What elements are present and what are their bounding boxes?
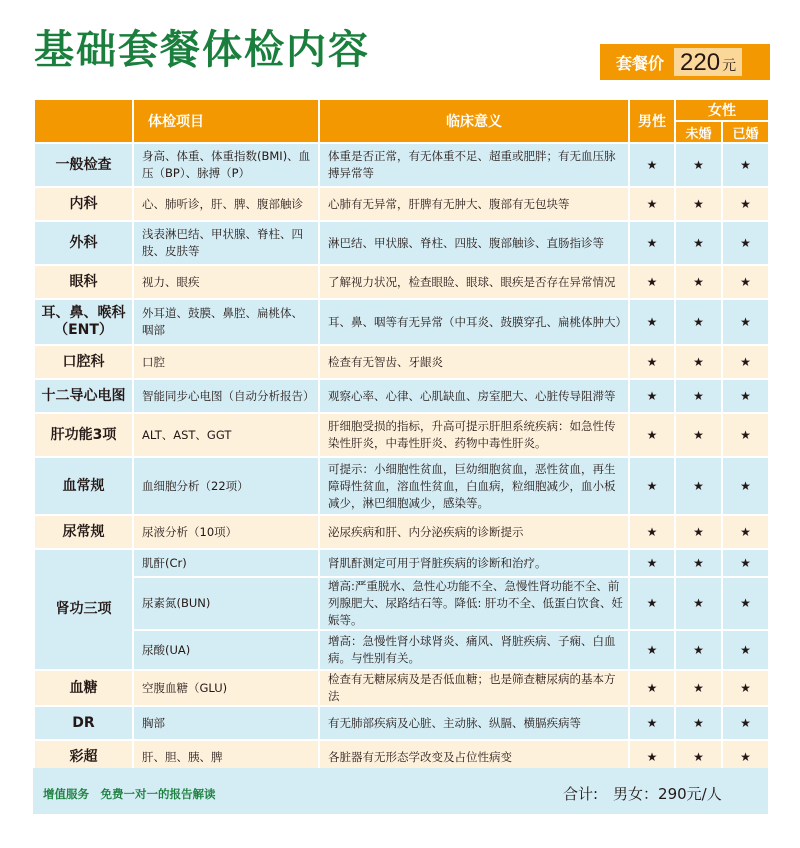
row-item: 外耳道、鼓膜、鼻腔、扁桃体、咽部: [133, 299, 319, 345]
row-item: ALT、AST、GGT: [133, 413, 319, 457]
row-name: 一般检查: [34, 143, 133, 187]
row-meaning: 淋巴结、甲状腺、脊柱、四肢、腹部触诊、直肠指诊等: [319, 221, 629, 265]
row-item: 胸部: [133, 706, 319, 740]
star-married: ★: [722, 670, 769, 706]
star-married: ★: [722, 299, 769, 345]
price-value: 220: [680, 49, 721, 76]
row-item: 智能同步心电图（自动分析报告）: [133, 379, 319, 413]
row-meaning: 肾肌酐测定可用于肾脏疾病的诊断和治疗。: [319, 549, 629, 577]
star-married: ★: [722, 187, 769, 221]
row-name: 彩超: [34, 740, 133, 774]
star-unmarried: ★: [675, 740, 722, 774]
star-male: ★: [629, 630, 675, 670]
checkup-table: [33, 98, 768, 775]
star-male: ★: [629, 457, 675, 515]
table-row: [34, 221, 769, 265]
header-meaning: 临床意义: [319, 99, 629, 143]
header-female: 女性: [675, 99, 769, 121]
row-meaning: 观察心率、心律、心肌缺血、房室肥大、心脏传导阻滞等: [319, 379, 629, 413]
star-male: ★: [629, 515, 675, 549]
service-note: 增值服务 免费一对一的报告解读: [43, 787, 216, 801]
star-unmarried: ★: [675, 345, 722, 379]
star-male: ★: [629, 187, 675, 221]
row-item: 尿素氮(BUN): [133, 577, 319, 630]
star-male: ★: [629, 345, 675, 379]
star-unmarried: ★: [675, 549, 722, 577]
star-male: ★: [629, 549, 675, 577]
row-meaning: 检查有无糖尿病及是否低血糖；也是筛查糖尿病的基本方法: [319, 670, 629, 706]
star-unmarried: ★: [675, 515, 722, 549]
row-name: 十二导心电图: [34, 379, 133, 413]
star-unmarried: ★: [675, 457, 722, 515]
price-badge: [600, 44, 770, 80]
star-married: ★: [722, 706, 769, 740]
table-row: [34, 379, 769, 413]
row-meaning: 有无肺部疾病及心脏、主动脉、纵膈、横膈疾病等: [319, 706, 629, 740]
star-unmarried: ★: [675, 187, 722, 221]
row-name: 肝功能3项: [34, 413, 133, 457]
price-amount: [674, 48, 742, 76]
star-married: ★: [722, 740, 769, 774]
table-row: [34, 670, 769, 706]
row-name: 口腔科: [34, 345, 133, 379]
star-male: ★: [629, 299, 675, 345]
star-male: ★: [629, 413, 675, 457]
table-row: [34, 187, 769, 221]
row-item: 心、肺听诊，肝、脾、腹部触诊: [133, 187, 319, 221]
star-unmarried: ★: [675, 577, 722, 630]
footer: [33, 768, 768, 814]
header-male: 男性: [629, 99, 675, 143]
star-married: ★: [722, 413, 769, 457]
table-row: [34, 299, 769, 345]
row-name: DR: [34, 706, 133, 740]
star-male: ★: [629, 706, 675, 740]
star-unmarried: ★: [675, 143, 722, 187]
star-married: ★: [722, 221, 769, 265]
star-married: ★: [722, 143, 769, 187]
star-unmarried: ★: [675, 265, 722, 299]
total-price: 合计: 男女：290元/人: [563, 785, 722, 803]
row-meaning: 了解视力状况，检查眼睑、眼球、眼疾是否存在异常情况: [319, 265, 629, 299]
star-male: ★: [629, 740, 675, 774]
row-name: 耳、鼻、喉科（ENT）: [34, 299, 133, 345]
row-item: 视力、眼疾: [133, 265, 319, 299]
star-married: ★: [722, 379, 769, 413]
star-male: ★: [629, 577, 675, 630]
row-name: 血常规: [34, 457, 133, 515]
row-name: 肾功三项: [34, 549, 133, 670]
row-meaning: 增高：急慢性肾小球肾炎、痛风、肾脏疾病、子痫、白血病。与性别有关。: [319, 630, 629, 670]
star-married: ★: [722, 345, 769, 379]
row-item: 身高、体重、体重指数(BMI)、血压（BP）、脉搏（P）: [133, 143, 319, 187]
star-male: ★: [629, 143, 675, 187]
row-item: 尿液分析（10项）: [133, 515, 319, 549]
row-meaning: 增高:严重脱水、急性心功能不全、急慢性肾功能不全、前列腺肥大、尿路结石等。降低: 肝功不全、低蛋白饮食、妊娠等。: [319, 577, 629, 630]
star-male: ★: [629, 265, 675, 299]
star-male: ★: [629, 379, 675, 413]
star-married: ★: [722, 457, 769, 515]
table-row: [34, 265, 769, 299]
row-item: 尿酸(UA): [133, 630, 319, 670]
row-name: 血糖: [34, 670, 133, 706]
star-unmarried: ★: [675, 630, 722, 670]
row-item: 肌酐(Cr): [133, 549, 319, 577]
table-row: [34, 630, 769, 670]
row-meaning: 各脏器有无形态学改变及占位性病变: [319, 740, 629, 774]
row-name: 眼科: [34, 265, 133, 299]
table-row: [34, 549, 769, 577]
table-row: [34, 143, 769, 187]
price-unit: 元: [722, 58, 737, 74]
table-row: [34, 413, 769, 457]
price-label: 套餐价: [616, 53, 665, 73]
star-male: ★: [629, 221, 675, 265]
row-item: 肝、胆、胰、脾: [133, 740, 319, 774]
star-married: ★: [722, 265, 769, 299]
table-row: [34, 515, 769, 549]
row-meaning: 肝细胞受损的指标，升高可提示肝胆系统疾病：如急性传染性肝炎，中毒性肝炎、药物中毒性肝炎。: [319, 413, 629, 457]
header-married: 已婚: [722, 121, 769, 143]
row-meaning: 耳、鼻、咽等有无异常（中耳炎、鼓膜穿孔、扁桃体肿大）: [319, 299, 629, 345]
row-meaning: 心肺有无异常，肝脾有无肿大、腹部有无包块等: [319, 187, 629, 221]
star-male: ★: [629, 670, 675, 706]
row-name: 尿常规: [34, 515, 133, 549]
table-row: [34, 457, 769, 515]
header-item: 体检项目: [133, 99, 319, 143]
star-unmarried: ★: [675, 299, 722, 345]
row-name: 内科: [34, 187, 133, 221]
header-blank: [34, 99, 133, 143]
page-title: 基础套餐体检内容: [34, 27, 370, 73]
row-meaning: 可提示：小细胞性贫血，巨幼细胞贫血，恶性贫血，再生障碍性贫血，溶血性贫血，白血病，粒细胞减少，血小板减少，淋巴细胞减少，感染等。: [319, 457, 629, 515]
table-row: [34, 577, 769, 630]
row-item: 血细胞分析（22项）: [133, 457, 319, 515]
star-unmarried: ★: [675, 379, 722, 413]
row-name: 外科: [34, 221, 133, 265]
star-unmarried: ★: [675, 706, 722, 740]
star-married: ★: [722, 630, 769, 670]
star-married: ★: [722, 577, 769, 630]
row-meaning: 检查有无智齿、牙龈炎: [319, 345, 629, 379]
row-meaning: 体重是否正常，有无体重不足、超重或肥胖；有无血压脉搏异常等: [319, 143, 629, 187]
row-meaning: 泌尿疾病和肝、内分泌疾病的诊断提示: [319, 515, 629, 549]
star-married: ★: [722, 549, 769, 577]
table-row: [34, 345, 769, 379]
star-unmarried: ★: [675, 670, 722, 706]
row-item: 口腔: [133, 345, 319, 379]
star-married: ★: [722, 515, 769, 549]
table-row: [34, 706, 769, 740]
header-unmarried: 未婚: [675, 121, 722, 143]
star-unmarried: ★: [675, 413, 722, 457]
star-unmarried: ★: [675, 221, 722, 265]
row-item: 空腹血糖（GLU): [133, 670, 319, 706]
row-item: 浅表淋巴结、甲状腺、脊柱、四肢、皮肤等: [133, 221, 319, 265]
